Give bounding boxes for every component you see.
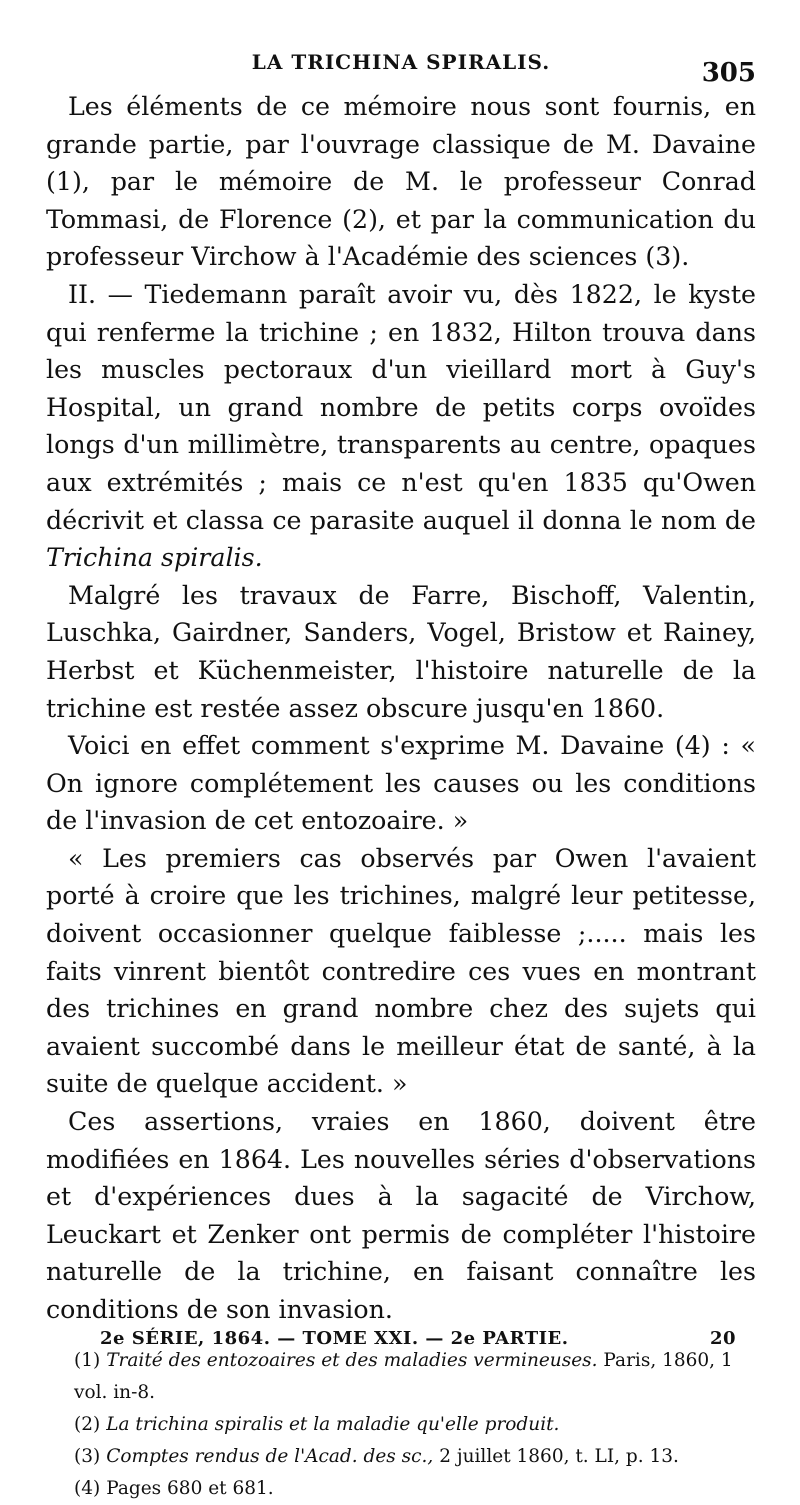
running-title: LA TRICHINA SPIRALIS.	[251, 50, 551, 74]
paragraph-3: Malgré les travaux de Farre, Bischoff, Valentin, Luschka, Gairdner, Sanders, Vogel, Bristow et Rainey, Herbst et Küchenmeister, l'histoire naturelle de la trichine est restée assez obscure jusqu'en 1860.	[46, 580, 756, 723]
page-number: 305	[701, 58, 756, 88]
series-line: 2e SÉRIE, 1864. — TOME XXI. — 2e PARTIE.	[100, 1328, 569, 1349]
paragraph-1: Les éléments de ce mémoire nous sont fournis, en grande partie, par l'ouvrage classique de M. Davaine (1), par le mémoire de M. le professeur Conrad Tommasi, de Florence (2), et par la communication du professeur Virchow à l'Académie des sciences (3).	[46, 92, 756, 272]
footnote-title: Comptes rendus de l'Acad. des sc.,	[106, 1445, 434, 1467]
body-text	[46, 88, 756, 1329]
footnote-rest: Paris, 1860, 1 vol. in-8.	[74, 1349, 733, 1403]
footnote-number: (4)	[74, 1477, 101, 1499]
footnote-3	[46, 1441, 756, 1473]
paragraph-2-species-name: Trichina spiralis.	[46, 543, 263, 573]
signature-mark: 20	[709, 1328, 736, 1349]
running-head	[46, 0, 756, 88]
footnote-number: (3)	[74, 1445, 101, 1467]
paragraph-2	[46, 276, 756, 577]
footnote-rest: 2 juillet 1860, t. LI, p. 13.	[433, 1445, 679, 1467]
footnote-title: Traité des entozoaires et des maladies vermineuses.	[106, 1349, 598, 1371]
paragraph-2-text: II. — Tiedemann paraît avoir vu, dès 1822, le kyste qui renferme la trichine ; en 1832, Hilton trouva dans les muscles pectoraux d'un vieillard mort à Guy's Hospital, un grand nombre de petits corps ovoïdes longs d'un millimètre, transparents au centre, opaques aux extrémités ; mais ce n'est qu'en 1835 qu'Owen décrivit et classa ce parasite auquel il donna le nom de	[46, 279, 756, 535]
footnotes	[46, 1345, 756, 1505]
footnote-1	[46, 1345, 756, 1409]
paragraph-5: « Les premiers cas observés par Owen l'avaient porté à croire que les trichines, malgré leur petitesse, doivent occasionner quelque faiblesse ;..... mais les faits vinrent bientôt contredire ces vues en montrant des trichines en grand nombre chez des sujets qui avaient succombé dans le meilleur état de santé, à la suite de quelque accident. »	[46, 843, 756, 1099]
footnote-rest: Pages 680 et 681.	[106, 1477, 274, 1499]
paragraph-4: Voici en effet comment s'exprime M. Davaine (4) : « On ignore complétement les causes ou les conditions de l'invasion de cet entozoaire. »	[46, 731, 756, 836]
footnote-number: (2)	[74, 1413, 101, 1435]
footnote-4	[46, 1473, 756, 1505]
paragraph-6: Ces assertions, vraies en 1860, doivent être modifiées en 1864. Les nouvelles séries d'observations et d'expériences dues à la sagacité de Virchow, Leuckart et Zenker ont permis de compléter l'histoire naturelle de la trichine, en faisant connaître les conditions de son invasion.	[46, 1107, 756, 1324]
sheet-footer	[100, 1328, 736, 1349]
footnote-number: (1)	[74, 1349, 101, 1371]
footnote-2	[46, 1409, 756, 1441]
footnote-title: La trichina spiralis et la maladie qu'elle produit.	[106, 1413, 560, 1435]
